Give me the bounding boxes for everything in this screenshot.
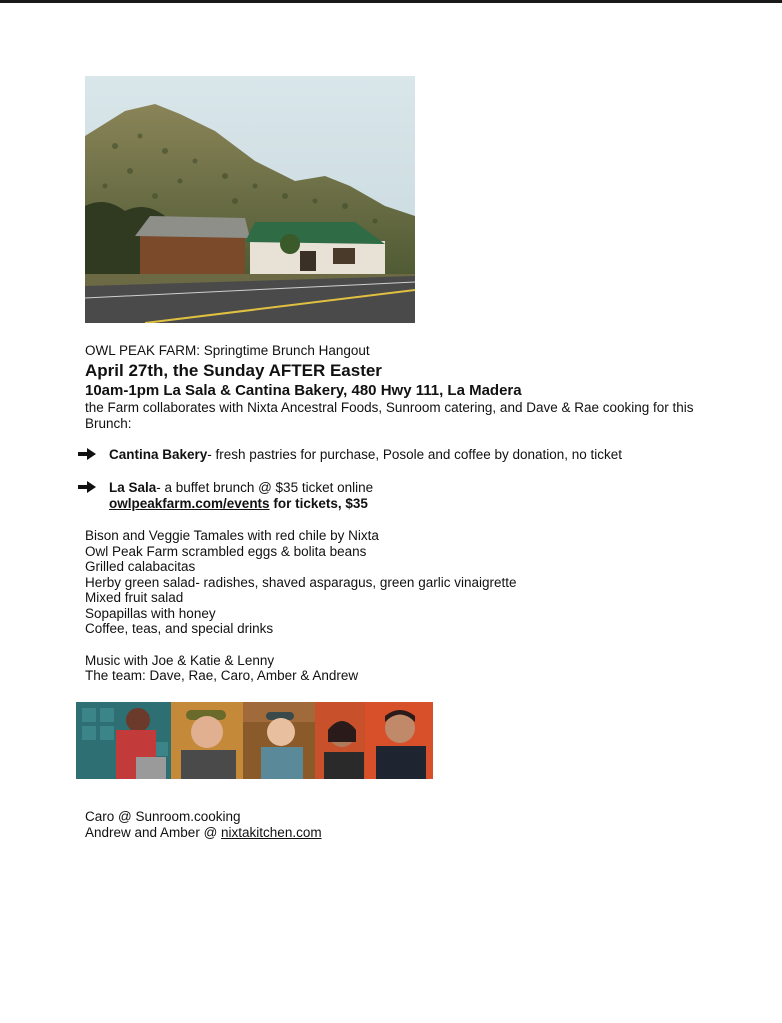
event-details [85,343,725,684]
contact-prefix: Andrew and Amber @ [85,824,222,840]
bullet-text: - a buffet brunch @ $35 ticket online [156,480,374,495]
list-item: Sopapillas with honey [85,605,216,621]
list-item: Bison and Veggie Tamales with red chile by Nixta [85,528,379,543]
arrow-right-icon [78,448,96,460]
menu-list [85,528,725,637]
list-item: Mixed fruit salad [85,590,184,605]
contact-caro: Caro @ Sunroom.cooking [85,809,241,824]
top-border [0,0,782,3]
event-description: the Farm collaborates with Nixta Ancestral Foods, Sunroom catering, and Dave & Rae cooking for this Brunch: [85,400,694,431]
tickets-link[interactable]: owlpeakfarm.com/events [109,496,270,511]
tickets-price: for tickets, $35 [269,496,368,511]
list-item: Grilled calabacitas [85,559,196,574]
music-line: Music with Joe & Katie & Lenny [85,652,275,668]
event-title: OWL PEAK FARM: Springtime Brunch Hangout [85,343,370,358]
event-date: April 27th, the Sunday AFTER Easter [85,361,382,380]
arrow-right-icon [78,481,96,493]
event-venue: 10am-1pm La Sala & Cantina Bakery, 480 Hwy 111, La Madera [85,382,522,399]
contacts [85,809,725,840]
nixta-link[interactable]: nixtakitchen.com [221,824,322,840]
bullet-name: La Sala [109,480,157,495]
farm-landscape-photo [85,76,415,323]
bullet-name: Cantina Bakery [109,447,208,462]
contact-andrew-amber [85,825,725,841]
list-item: Herby green salad- radishes, shaved asparagus, green garlic vinaigrette [85,574,517,590]
bullet-la-sala [85,480,725,512]
bullet-text: - fresh pastries for purchase, Posole and coffee by donation, no ticket [207,447,623,462]
team-photo-strip [76,702,433,779]
team-line: The team: Dave, Rae, Caro, Amber & Andrew [85,668,359,683]
list-item: Owl Peak Farm scrambled eggs & bolita beans [85,543,367,559]
bullet-cantina-bakery [85,447,725,463]
list-item: Coffee, teas, and special drinks [85,621,274,636]
